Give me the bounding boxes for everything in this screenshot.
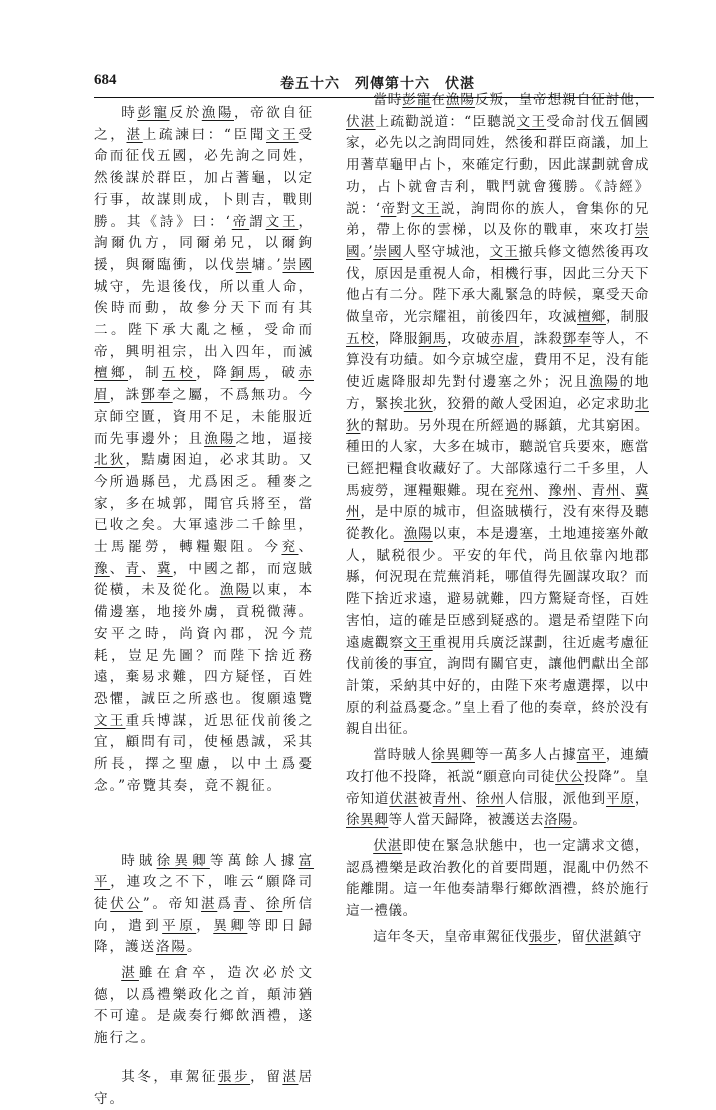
- proper-noun: 帝: [231, 213, 250, 230]
- text-run: 的地方，緊挨: [346, 374, 649, 412]
- text-run: 、: [533, 482, 549, 499]
- text-run: 人堅守城池，: [402, 243, 490, 260]
- text-run: 的幫助。另外現在所經過的縣鎮，尤其窮困。種田的人家，大多在城市，聽説官兵要來，應當已經把糧食收藏好了。大部隊遠行二千多里，人馬疲勞，運糧艱難。現在: [346, 417, 649, 499]
- proper-noun: 文王: [516, 113, 547, 130]
- text-run: 、: [249, 895, 267, 912]
- text-run: 爲: [217, 895, 234, 912]
- proper-noun: 崇: [235, 256, 252, 273]
- text-run: ，狡猾的敵人受困迫，必定求助: [432, 395, 635, 412]
- proper-noun: 崇國: [373, 243, 403, 260]
- text-run: ，: [196, 917, 214, 934]
- proper-noun: 文王: [94, 712, 126, 729]
- proper-noun: 洛陽: [155, 939, 187, 956]
- text-run: 受命而征伐五國，必先詢之同姓，然後謀於群臣，加占蓍龜，以定行事，故謀則成，卜則吉，戰則勝。其《詩》曰：‘: [94, 126, 314, 230]
- modern-paragraph-1: [346, 90, 649, 741]
- text-run: ，降: [196, 365, 231, 382]
- text-run: ，降服: [374, 330, 419, 347]
- text-run: 等即日歸降，護送: [94, 917, 314, 956]
- proper-noun: 漁陽: [403, 526, 433, 543]
- proper-noun: 豫州: [548, 482, 578, 499]
- proper-noun: 崇國: [346, 222, 649, 260]
- text-run: ，帝欲自征之，: [94, 105, 314, 143]
- text-run: 以東，本是邊塞，土地連接塞外敵人，賦税很少。平安的年代，尚且依靠內地郡縣，何況現在荒蕪消耗，哪值得先圖謀攻取？而陛下捨近求遠，避易就難，四方驚疑奇怪，百姓害怕，這的確是臣感到疑惑的。還是希望陛下向遠處觀察: [346, 526, 650, 651]
- proper-noun: 張步: [528, 928, 558, 945]
- classical-paragraph-2: [94, 851, 314, 960]
- proper-noun: 青: [233, 895, 250, 912]
- text-run: 鎮守: [613, 928, 642, 945]
- proper-noun: 銅馬: [418, 330, 448, 347]
- proper-noun: 五校: [162, 365, 197, 382]
- text-run: 被: [418, 790, 433, 807]
- text-run: 等萬餘人據: [209, 852, 299, 869]
- proper-noun: 豫: [94, 560, 110, 577]
- proper-noun: 兖: [281, 539, 299, 556]
- proper-noun: 銅馬: [230, 365, 265, 382]
- classical-paragraph-3: [94, 963, 314, 1050]
- proper-noun: 文王: [403, 634, 433, 651]
- text-run: 時賊: [121, 852, 157, 869]
- page-number: 684: [94, 72, 117, 88]
- text-run: 説，詢問你的族人，會集你的兄弟，帶上你的雲梯，以及你的戰車，來攻打: [346, 200, 649, 239]
- text-run: 上疏諫曰：“臣聞: [142, 126, 267, 143]
- proper-noun: 張步: [217, 1068, 251, 1085]
- proper-noun: 湛: [121, 965, 139, 982]
- text-run: 對: [396, 200, 412, 217]
- proper-noun: 青: [125, 560, 142, 577]
- modern-paragraph-4: [346, 927, 649, 949]
- proper-noun: 鄧奉: [562, 330, 592, 347]
- text-run: ，: [634, 790, 650, 807]
- proper-noun: 徐異卿: [431, 747, 475, 764]
- text-run: 投降”。皇帝知道: [346, 768, 650, 807]
- proper-noun: 湛: [282, 1068, 299, 1085]
- proper-noun: 伏公: [110, 895, 143, 912]
- text-run: 、: [141, 560, 157, 577]
- proper-noun: 漁陽: [589, 374, 620, 391]
- proper-noun: 漁陽: [204, 430, 236, 447]
- classical-paragraph-4: [94, 1067, 314, 1110]
- text-run: 、: [298, 539, 314, 556]
- text-run: 居守。: [94, 1068, 314, 1107]
- text-run: ，中國之都，而寇賊從橫，未及從化。: [94, 560, 314, 599]
- proper-noun: 湛: [201, 895, 218, 912]
- text-run: ，誅殺: [519, 330, 563, 347]
- text-run: 之屬，不爲無功。今京師空匱，資用不足，未能服近而先事邊外；且: [94, 387, 314, 447]
- text-run: 重視用兵廣泛謀劃，往近處考慮征伐前後的事宜，詢問有關官吏，讓他們獻出全部計策，采納其中好的，由陛下來考慮選擇，以中原的利益爲憂念。”皇上看了他的奏章，終於没有親自出征。: [346, 634, 650, 738]
- text-run: ，制: [128, 365, 163, 382]
- text-run: ，連攻之不下，唯云“願降司徒: [94, 874, 314, 912]
- text-run: 城守，先退後伐，所以重人命，俟時而動，故參分天下而有其二。陛下承大亂之極，受命而帝，興明祖宗，出入四年，而滅: [94, 278, 314, 360]
- text-run: ，制服: [605, 309, 649, 326]
- text-run: 、: [620, 482, 635, 499]
- text-run: 以東，本備邊塞，地接外虜，貢税微薄。安平之時，尚資內郡，況今荒耗，豈足先圖？而陛下捨近務遠，棄易求難，四方疑怪，百姓恐懼，誠臣之所惑也。復願遠覽: [94, 582, 314, 707]
- text-run: 時: [121, 105, 138, 121]
- proper-noun: 北狄: [94, 452, 126, 469]
- text-run: 等一萬多人占據: [474, 747, 577, 764]
- modern-paragraph-2: [346, 745, 649, 832]
- text-run: 等人當天歸降，被護送去: [388, 812, 545, 829]
- text-run: 即使在緊急狀態中，也一定講求文德，認爲禮樂是政治教化的首要問題，混亂中仍然不能離開。這一年他奏請舉行鄉飲酒禮，終於施行這一禮儀。: [346, 837, 649, 920]
- text-run: 、: [109, 560, 126, 577]
- proper-noun: 赤眉: [94, 365, 314, 404]
- text-run: 撤兵修文德然後再攻伐，原因是重視人命，相機行事，因此三分天下他占有二分。陛下承大亂緊急的時候，稟受天命做皇帝，光宗耀祖，前後四年，攻滅: [346, 243, 649, 326]
- text-run: ，黠虜困迫，必求其助。又今所過縣邑，尤爲困乏。種麥之家，多在城郭，聞官兵將至，當已收之矣。大軍遠涉二千餘里，士馬罷勞，轉糧艱阻。今: [94, 452, 314, 556]
- text-run: 謂: [249, 213, 266, 230]
- text-run: 當時賊人: [373, 747, 432, 764]
- proper-noun: 洛陽: [544, 812, 573, 829]
- proper-noun: 文王: [266, 126, 299, 143]
- text-run: 所信向，遣到: [94, 895, 315, 934]
- proper-noun: 文王: [265, 213, 299, 230]
- text-run: ”。帝知: [142, 895, 202, 912]
- proper-noun: 文王: [411, 200, 442, 217]
- text-run: ，誅: [109, 387, 142, 404]
- text-run: ，破: [264, 365, 299, 382]
- text-run: 、: [461, 790, 477, 807]
- proper-noun: 崇國: [282, 256, 314, 273]
- proper-noun: 檀鄉: [94, 365, 129, 382]
- proper-noun: 伏湛: [389, 790, 419, 807]
- proper-noun: 文王: [489, 243, 519, 260]
- text-run: 反於: [169, 105, 202, 121]
- text-run: 重兵博謀，近思征伐前後之宜，顧問有司，使極愚誠，采其所長，擇之聖慮，以中土爲憂念。”帝覽其奏，竟不親征。: [94, 712, 314, 794]
- text-run: 反叛，皇帝想親自征討他，: [474, 92, 649, 108]
- proper-noun: 漁陽: [201, 105, 235, 121]
- text-run: ，詢爾仇方，同爾弟兄，以爾鉤援，與爾臨衝，以伐: [94, 213, 314, 273]
- text-run: ，留: [557, 928, 586, 945]
- proper-noun: 異卿: [213, 917, 248, 934]
- text-run: 。: [186, 939, 203, 956]
- proper-noun: 伏湛: [373, 837, 403, 854]
- classical-text-column: [94, 102, 314, 1110]
- proper-noun: 徐: [266, 895, 283, 912]
- text-run: ，攻破: [447, 330, 491, 347]
- proper-noun: 五校: [346, 330, 375, 347]
- text-run: 其冬，車駕征: [121, 1068, 218, 1085]
- modern-paragraph-3: [346, 836, 649, 923]
- text-run: 雖在倉卒，造次必於文德，以爲禮樂政化之首，顛沛猶不可違。是歲奏行鄉飲酒禮，遂施行之。: [94, 965, 314, 1047]
- proper-noun: 富平: [94, 852, 315, 891]
- text-run: 受命討伐五個國家，必先以之詢問同姓，然後和群臣商議，加上用蓍草龜甲占卜，來確定行動，因此謀劃就會成功，占卜就會吉利，戰鬥就會獲勝。《詩經》説：‘: [346, 113, 649, 217]
- proper-noun: 漁陽: [445, 92, 475, 108]
- text-run: ，是中原的城市，但盗賊橫行，没有來得及聽從教化。: [346, 504, 649, 543]
- proper-noun: 徐異卿: [346, 812, 389, 829]
- proper-noun: 伏湛: [585, 928, 614, 945]
- text-run: ，留: [250, 1068, 283, 1085]
- proper-noun: 冀州: [346, 482, 650, 521]
- text-run: 當時: [373, 92, 403, 108]
- modern-translation-column: [346, 92, 650, 948]
- proper-noun: 湛: [126, 126, 143, 143]
- proper-noun: 北狄: [346, 395, 649, 434]
- proper-noun: 平原: [605, 790, 635, 807]
- proper-noun: 富平: [576, 747, 606, 764]
- proper-noun: 彭寵: [137, 105, 170, 121]
- text-run: 之地，逼接: [235, 430, 314, 447]
- proper-noun: 帝: [380, 200, 397, 217]
- text-run: 上疏勸説道：“臣聽説: [375, 113, 517, 130]
- proper-noun: 赤眉: [490, 330, 520, 347]
- proper-noun: 伏湛: [346, 113, 376, 130]
- text-run: 等人，不算没有功績。如今京城空虚，費用不足，没有能使近處降服却先對付邊塞之外；況且: [346, 330, 650, 391]
- running-head: 卷五十六 列傳第十六 伏湛: [280, 76, 475, 92]
- proper-noun: 平原: [162, 917, 197, 934]
- text-run: 這年冬天，皇帝車駕征伐: [373, 928, 529, 945]
- proper-noun: 兖州: [504, 482, 534, 499]
- proper-noun: 漁陽: [219, 582, 252, 599]
- text-run: 在: [431, 92, 446, 108]
- proper-noun: 冀: [156, 560, 173, 577]
- proper-noun: 青州: [432, 790, 462, 807]
- text-run: 墉。’: [251, 256, 283, 273]
- proper-noun: 鄧奉: [141, 387, 173, 404]
- proper-noun: 檀鄉: [577, 309, 606, 326]
- proper-noun: 彭寵: [402, 92, 432, 108]
- classical-paragraph-1: [94, 103, 314, 798]
- text-run: ，連續攻打他不投降，衹説“願意向司徒: [346, 747, 649, 785]
- proper-noun: 徐異卿: [156, 852, 210, 869]
- proper-noun: 徐州: [476, 790, 505, 807]
- text-run: 。’: [360, 243, 374, 260]
- text-run: 。: [572, 812, 587, 829]
- proper-noun: 青州: [591, 482, 621, 499]
- proper-noun: 北狄: [403, 395, 433, 412]
- text-run: 人信服，派他到: [504, 790, 606, 807]
- proper-noun: 伏公: [555, 768, 584, 785]
- text-run: 、: [577, 482, 592, 499]
